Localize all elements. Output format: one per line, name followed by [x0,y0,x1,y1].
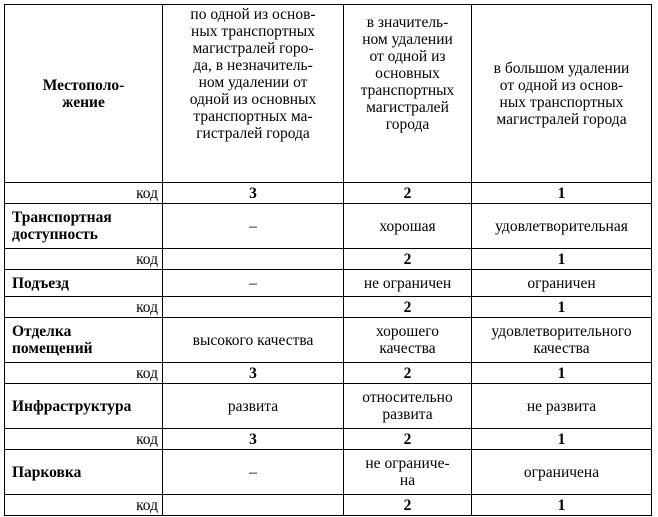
code-cell: 1 [472,183,652,204]
code-cell [163,249,344,270]
criteria-table [4,4,652,516]
criteria-table-wrapper [4,4,652,516]
code-cell [163,297,344,318]
value-cell: развита [163,384,344,429]
row-label: Отделка помещений [5,318,163,363]
code-row-access-road [5,297,652,318]
row-infrastructure [5,384,652,429]
row-parking [5,450,652,495]
code-row-interior-finish [5,363,652,384]
row-label: Парковка [5,450,163,495]
value-cell: ограничен [472,270,652,297]
value-cell: не ограничен [344,270,472,297]
row-label: Транспортная доступность [5,204,163,249]
code-label: код [5,297,163,318]
row-access-road [5,270,652,297]
header-label-location: Местополо- жение [5,5,163,183]
value-cell: хорошего качества [344,318,472,363]
code-label: код [5,183,163,204]
value-cell: не ограниче- на [344,450,472,495]
header-col-near: по одной из основ- ных транспортных магистралей горо- да, в незначитель- ном удалении от одной из основных транспортных ма- гистралей города [163,5,344,183]
code-cell: 2 [344,249,472,270]
row-interior-finish [5,318,652,363]
code-cell [163,495,344,516]
value-cell: – [163,450,344,495]
code-row-transport-access [5,249,652,270]
code-cell: 1 [472,429,652,450]
code-cell: 3 [163,429,344,450]
code-row-parking [5,495,652,516]
code-cell: 2 [344,429,472,450]
code-cell: 1 [472,363,652,384]
value-cell: высокого качества [163,318,344,363]
value-cell: не развита [472,384,652,429]
value-cell: – [163,204,344,249]
code-cell: 1 [472,297,652,318]
code-row-infrastructure [5,429,652,450]
code-row-location [5,183,652,204]
value-cell: хорошая [344,204,472,249]
header-col-far: в значитель- ном удалении от одной из основных транспортных магистралей города [344,5,472,183]
code-cell: 2 [344,495,472,516]
value-cell: ограничена [472,450,652,495]
header-row [5,5,652,183]
code-label: код [5,249,163,270]
code-cell: 1 [472,249,652,270]
code-cell: 2 [344,363,472,384]
value-cell: удовлетворительная [472,204,652,249]
row-label: Инфраструктура [5,384,163,429]
code-cell: 3 [163,183,344,204]
code-cell: 2 [344,297,472,318]
row-label: Подъезд [5,270,163,297]
row-transport-access [5,204,652,249]
code-cell: 2 [344,183,472,204]
code-cell: 3 [163,363,344,384]
code-label: код [5,495,163,516]
code-cell: 1 [472,495,652,516]
code-label: код [5,429,163,450]
value-cell: – [163,270,344,297]
header-col-very-far: в большом удалении от одной из основ- ных транспортных магистралей города [472,5,652,183]
value-cell: относительно развита [344,384,472,429]
code-label: код [5,363,163,384]
value-cell: удовлетворительного качества [472,318,652,363]
